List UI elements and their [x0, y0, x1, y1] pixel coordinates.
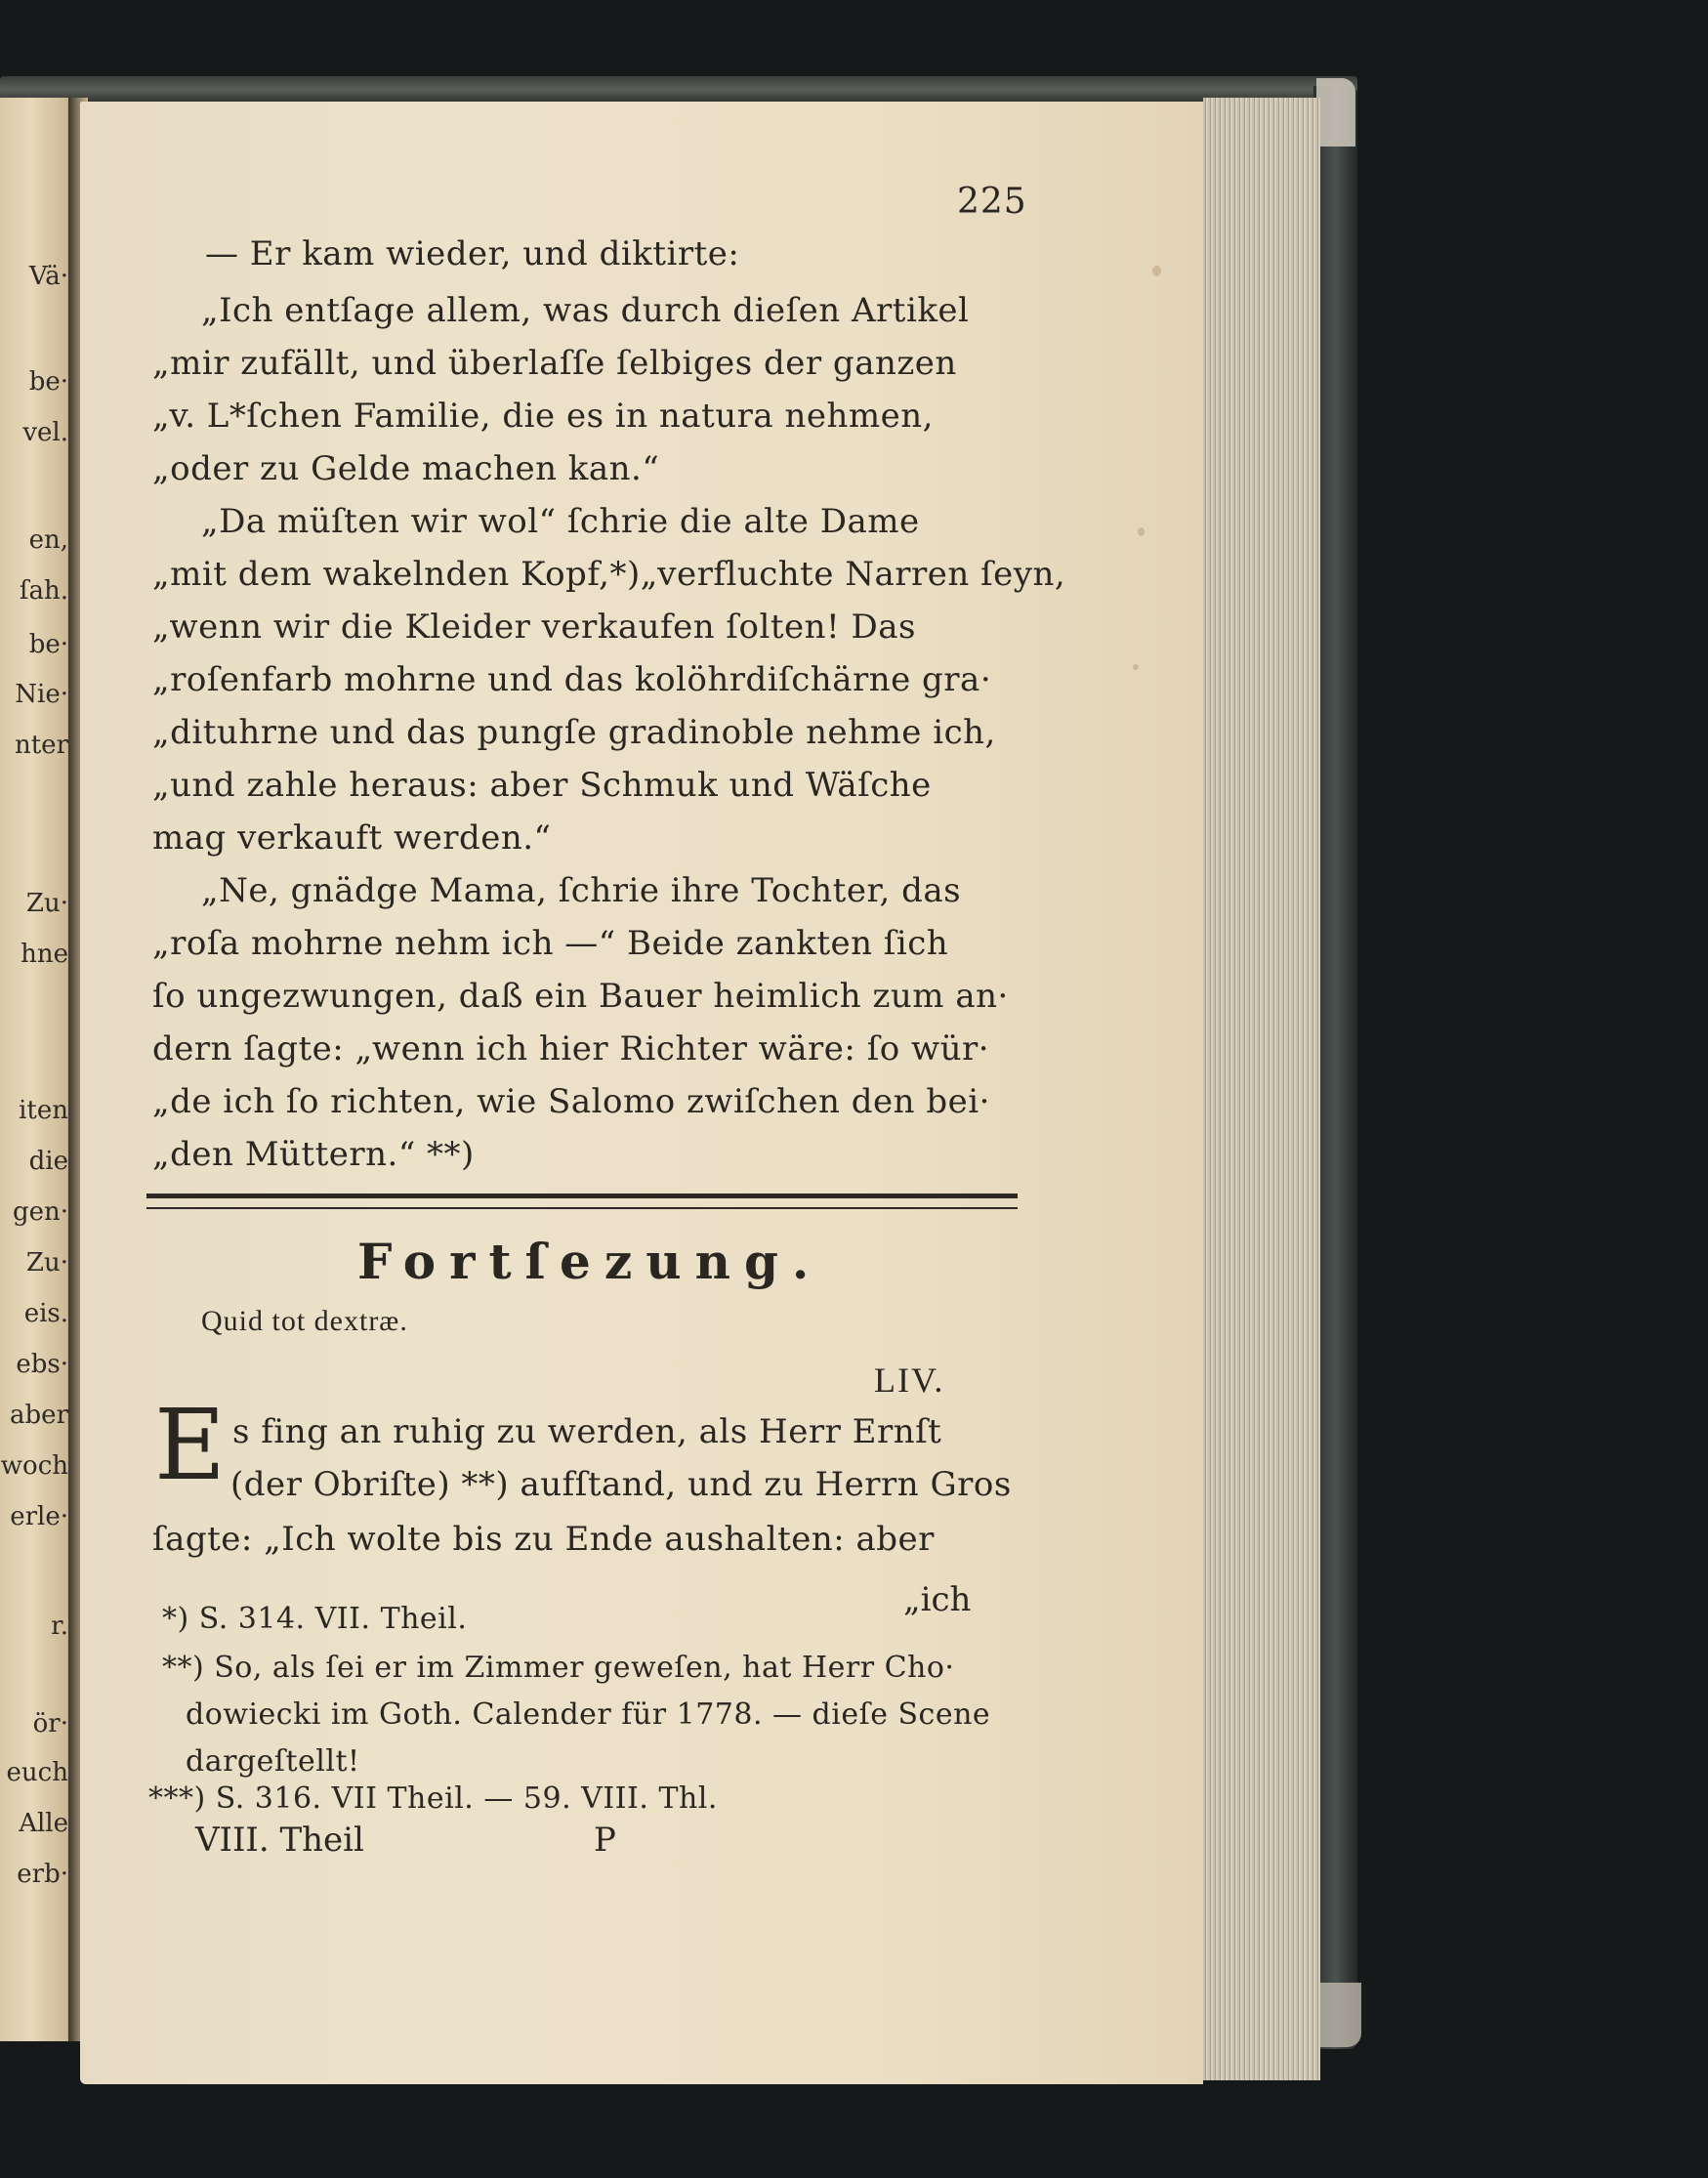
- text-line: mag verkauft werden.“: [152, 818, 552, 858]
- text-line: „Ich entſage allem, was durch dieſen Artikel: [201, 291, 970, 330]
- left-fragment: Nie·: [15, 680, 68, 709]
- text-line: dern ſagte: „wenn ich hier Richter wäre: ſo wür·: [152, 1029, 990, 1068]
- paper-spot: [1152, 266, 1161, 276]
- left-fragment: be·: [28, 630, 68, 659]
- left-fragment: Zu·: [25, 1248, 68, 1277]
- left-fragment: r.: [51, 1612, 68, 1641]
- paper-spot: [1133, 664, 1139, 670]
- text-line: „mit dem wakelnden Kopf,*)„verfluchte Narren ſeyn,: [152, 555, 1066, 594]
- catchword: „ich: [903, 1580, 972, 1619]
- footnote: **) So, als ſei er im Zimmer geweſen, hat Herr Cho·: [162, 1651, 955, 1685]
- left-page: [0, 98, 78, 2041]
- text-line: ſo ungezwungen, daß ein Bauer heimlich zum an·: [152, 977, 1009, 1016]
- footnote: dargeſtellt!: [186, 1744, 360, 1779]
- text-line: (der Obriſte) **) aufſtand, und zu Herrn Gros: [230, 1465, 1012, 1504]
- left-fragment: en,: [28, 525, 68, 555]
- text-line: „de ich ſo richten, wie Salomo zwiſchen den bei·: [152, 1082, 990, 1121]
- cover-corner: [1320, 1983, 1361, 2047]
- section-heading: Fortſezung.: [357, 1233, 823, 1290]
- cover-corner: [1316, 78, 1355, 147]
- text-line: „wenn wir die Kleider verkaufen ſolten! Das: [152, 607, 916, 647]
- text-line: s fing an ruhig zu werden, als Herr Ernſt: [232, 1412, 942, 1451]
- footnote: ***) S. 316. VII Theil. — 59. VIII. Thl.: [148, 1781, 718, 1816]
- left-fragment: gen·: [12, 1197, 68, 1227]
- left-fragment: ör·: [32, 1709, 68, 1738]
- left-fragment: erle·: [10, 1502, 68, 1531]
- left-fragment: euch: [6, 1758, 68, 1787]
- text-line: „mir zufällt, und überlaſſe ſelbiges der ganzen: [152, 344, 957, 383]
- text-line: „roſenfarb mohrne und das kolöhrdiſchärne gra·: [152, 660, 992, 699]
- text-line: „den Müttern.“ **): [152, 1135, 475, 1174]
- text-line: „oder zu Gelde machen kan.“: [152, 449, 660, 488]
- text-line: „Da müſten wir wol“ ſchrie die alte Dame: [201, 502, 920, 541]
- binding-top: [0, 76, 1357, 104]
- footnote: dowiecki im Goth. Calender für 1778. — dieſe Scene: [186, 1697, 991, 1732]
- footnote: *) S. 314. VII. Theil.: [162, 1602, 468, 1636]
- left-fragment: aber: [10, 1401, 68, 1430]
- text-line: „dituhrne und das pungſe gradinoble nehme ich,: [152, 713, 996, 752]
- chapter-number: LIV.: [874, 1361, 945, 1400]
- left-fragment: ſah.: [19, 576, 68, 606]
- left-fragment: hne: [21, 940, 68, 969]
- section-divider: [146, 1194, 1018, 1209]
- text-line: „roſa mohrne nehm ich —“ Beide zankten ſich: [152, 924, 949, 963]
- left-fragment: Zu·: [25, 889, 68, 918]
- left-fragment: erb·: [17, 1860, 68, 1889]
- left-fragment: vel.: [22, 418, 68, 447]
- left-fragment: ebs·: [16, 1350, 68, 1379]
- left-fragment: iten: [19, 1096, 68, 1125]
- drop-capital: E: [154, 1388, 226, 1502]
- left-fragment: eis.: [23, 1299, 68, 1328]
- page-number: 225: [957, 182, 1027, 222]
- left-fragment: woch: [0, 1451, 68, 1481]
- left-fragment: Alle: [19, 1809, 68, 1838]
- text-line: „v. L*ſchen Familie, die es in natura nehmen,: [152, 397, 934, 436]
- sheet-mark: P: [594, 1821, 616, 1860]
- motto: Quid tot dextræ.: [201, 1305, 408, 1337]
- left-fragment: be·: [28, 367, 68, 397]
- left-fragment: nter: [14, 731, 68, 760]
- signature-mark: VIII. Theil: [195, 1821, 364, 1860]
- left-fragment: die: [28, 1147, 68, 1176]
- text-line: „und zahle heraus: aber Schmuk und Wäſche: [152, 766, 932, 805]
- text-line: „Ne, gnädge Mama, ſchrie ihre Tochter, das: [201, 871, 962, 910]
- left-fragment: Vä·: [28, 262, 68, 291]
- text-line: — Er kam wieder, und diktirte:: [205, 234, 740, 273]
- page-edges: [1203, 98, 1320, 2080]
- paper-spot: [1138, 527, 1145, 536]
- text-line: ſagte: „Ich wolte bis zu Ende aushalten: aber: [152, 1520, 935, 1559]
